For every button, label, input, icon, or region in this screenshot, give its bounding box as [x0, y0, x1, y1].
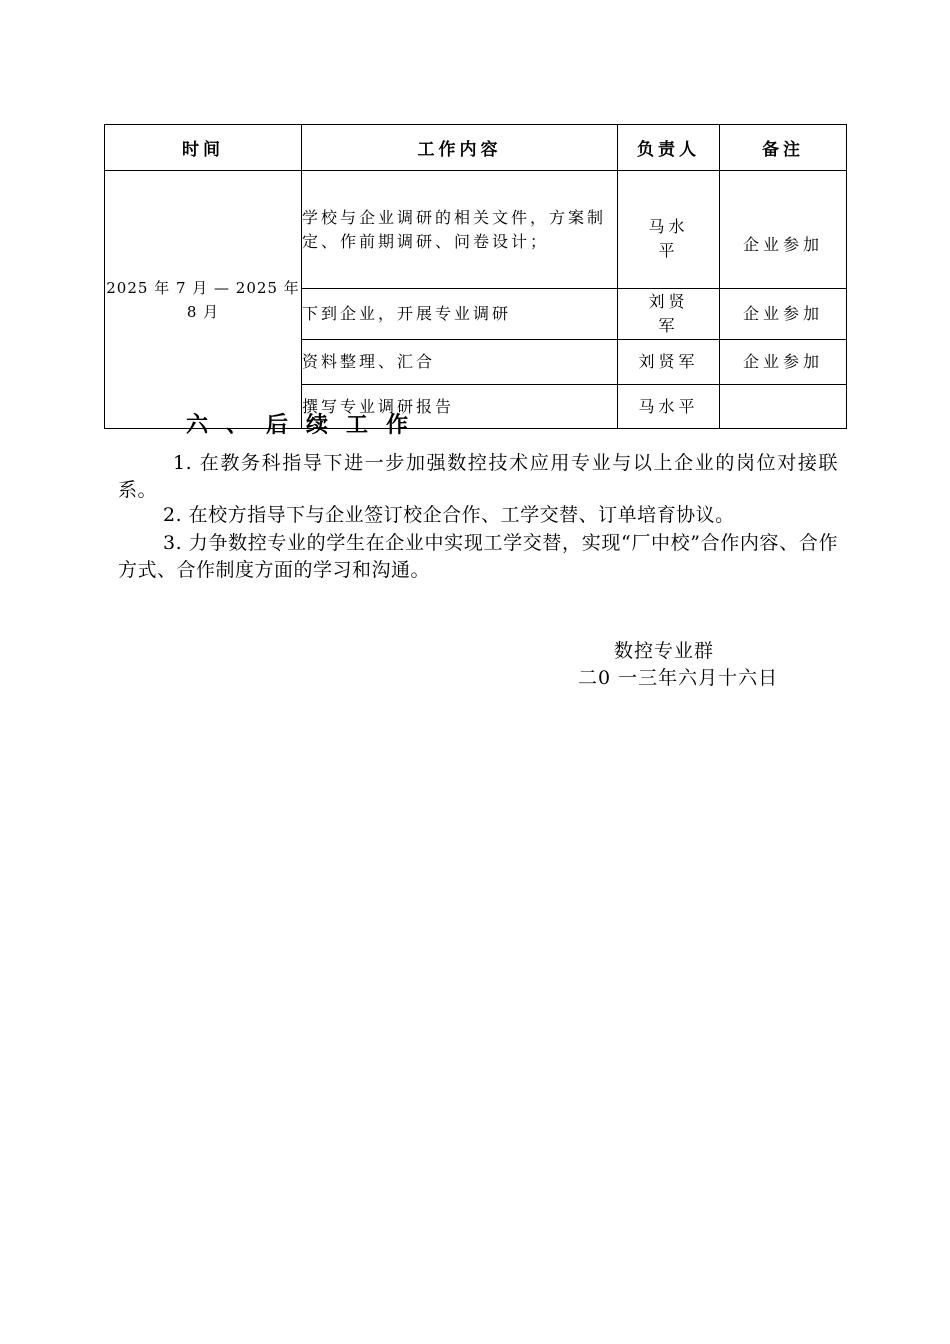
- signature-date: 二0 一三年六月十六日: [578, 667, 779, 689]
- header-person: 负责人: [618, 125, 720, 171]
- content-cell: 撰写专业调研报告: [302, 385, 618, 429]
- person-cell: 刘贤军: [618, 340, 720, 385]
- time-range-cell: 2025 年 7 月 — 2025 年 8 月: [105, 171, 302, 429]
- content-cell: 下到企业，开展专业调研: [302, 289, 618, 340]
- note-cell: 企业参加: [720, 171, 847, 289]
- signature-organization: 数控专业群: [614, 640, 715, 662]
- header-content: 工作内容: [302, 125, 618, 171]
- person-name: 马水平: [648, 216, 689, 260]
- content-cell: 资料整理、汇合: [302, 340, 618, 385]
- header-note: 备注: [720, 125, 847, 171]
- section-title: 六、后续工作: [186, 413, 427, 438]
- person-name: 刘贤军: [648, 292, 689, 335]
- follow-up-item-2: 2. 在校方指导下与企业签订校企合作、工学交替、订单培育协议。: [163, 504, 735, 526]
- follow-up-item-3: 3. 力争数控专业的学生在企业中实现工学交替，实现“厂中校”合作内容、合作方式、合作制度方面的学习和沟通。: [118, 532, 838, 581]
- person-cell: [618, 171, 720, 289]
- note-cell: [720, 385, 847, 429]
- note-cell: 企业参加: [720, 289, 847, 340]
- person-cell: 马水平: [618, 385, 720, 429]
- person-cell: [618, 289, 720, 340]
- note-cell: 企业参加: [720, 340, 847, 385]
- table-header-row: [105, 125, 847, 171]
- content-cell: 学校与企业调研的相关文件，方案制定、作前期调研、问卷设计；: [302, 171, 618, 289]
- table-row: [105, 171, 847, 289]
- header-time: 时间: [105, 125, 302, 171]
- work-plan-table: [104, 124, 847, 429]
- follow-up-item-1: 1. 在教务科指导下进一步加强数控技术应用专业与以上企业的岗位对接联系。: [118, 452, 838, 501]
